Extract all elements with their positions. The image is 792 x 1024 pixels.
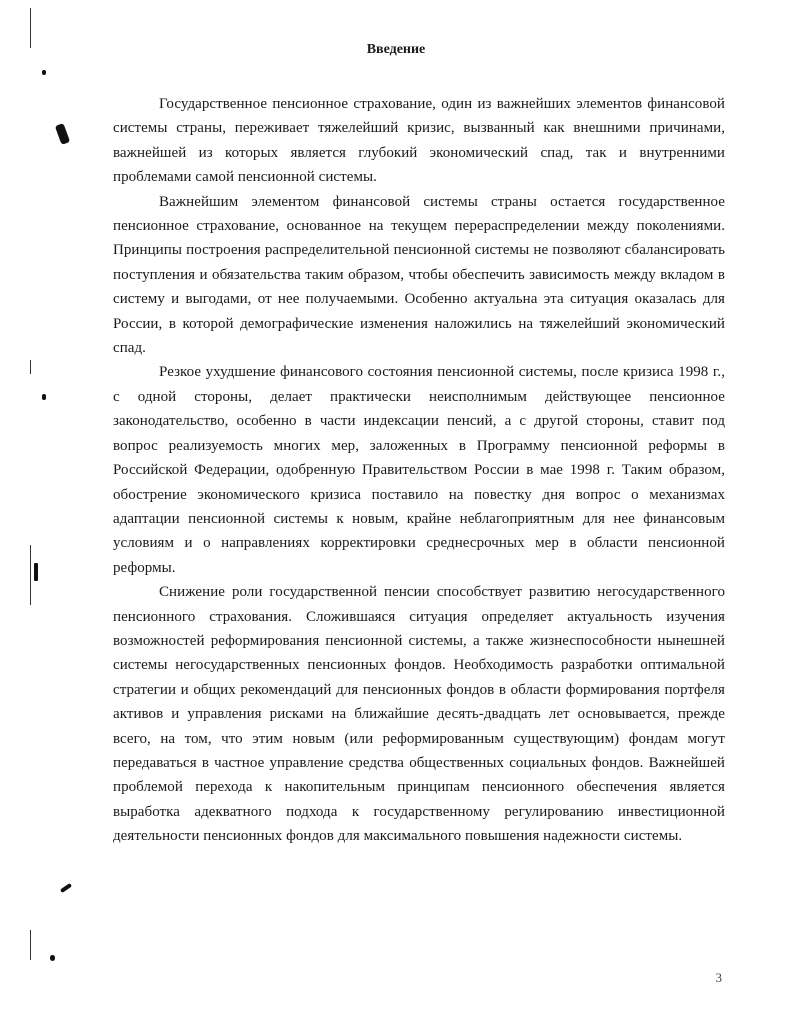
scan-speck [60, 883, 72, 893]
scan-speck [55, 123, 70, 145]
paragraph: Снижение роли государственной пенсии способствует развитию негосударственного пенсионного страхования. Сложившаяся ситуация определяет актуальность изучения возможностей реформирования пенсионной системы, а также жизнеспособности нынешней системы негосударственных пенсионных фондов. Необходимость разработки оптимальной стратегии и общих рекомендаций для пенсионных фондов в области формирования портфеля активов и управления рисками на ближайшие десять-двадцать лет основывается, прежде всего, на том, что этим новым (или реформированным существующим) фондам могут передаваться в частное управление средства общественных социальных фондов. Важнейшей проблемой перехода к накопительным принципам пенсионного обеспечения является выработка адекватного подхода к государственному регулированию инвестиционной деятельности пенсионных фондов для максимального повышения надежности системы. [113, 584, 725, 845]
scan-margin-line [30, 930, 31, 960]
scan-speck [50, 955, 55, 961]
scan-speck [34, 563, 38, 581]
scan-speck [42, 70, 46, 75]
scan-margin-line [30, 545, 31, 605]
page-number: 3 [715, 970, 722, 985]
document-title: Введение [366, 42, 426, 57]
paragraph: Важнейшим элементом финансовой системы страны остается государственное пенсионное страхование, основанное на текущем перераспределении между поколениями. Принципы построения распределительной пенсионной системы не позволяют сбалансировать поступления и обязательства таким образом, чтобы обеспечить зависимость между вкладом в систему и выгодами, от нее получаемыми. Особенно актуальна эта ситуация оказалась для России, в которой демографические изменения наложились на тяжелейший экономический спад. [113, 193, 725, 357]
document-body [113, 92, 725, 849]
scan-margin-line [30, 360, 31, 374]
paragraph: Государственное пенсионное страхование, один из важнейших элементов финансовой системы страны, переживает тяжелейший кризис, вызванный как внешними причинами, важнейшей из которых является глубокий экономический спад, так и внутренними проблемами самой пенсионной системы. [113, 96, 725, 186]
paragraph: Резкое ухудшение финансового состояния пенсионной системы, после кризиса 1998 г., с одной стороны, делает практически неисполнимым действующее пенсионное законодательство, особенно в части индексации пенсий, а с другой стороны, ставит под вопрос реализуемость многих мер, заложенных в Программу пенсионной реформы в Российской Федерации, одобренную Правительством России в мае 1998 г. Таким образом, обострение экономического кризиса поставило на повестку дня вопрос о механизмах адаптации пенсионной системы к новым, крайне неблагоприятным для нее финансовым условиям и о направлениях корректировки среднесрочных мер в области пенсионной реформы. [113, 364, 725, 576]
scan-speck [42, 394, 46, 400]
